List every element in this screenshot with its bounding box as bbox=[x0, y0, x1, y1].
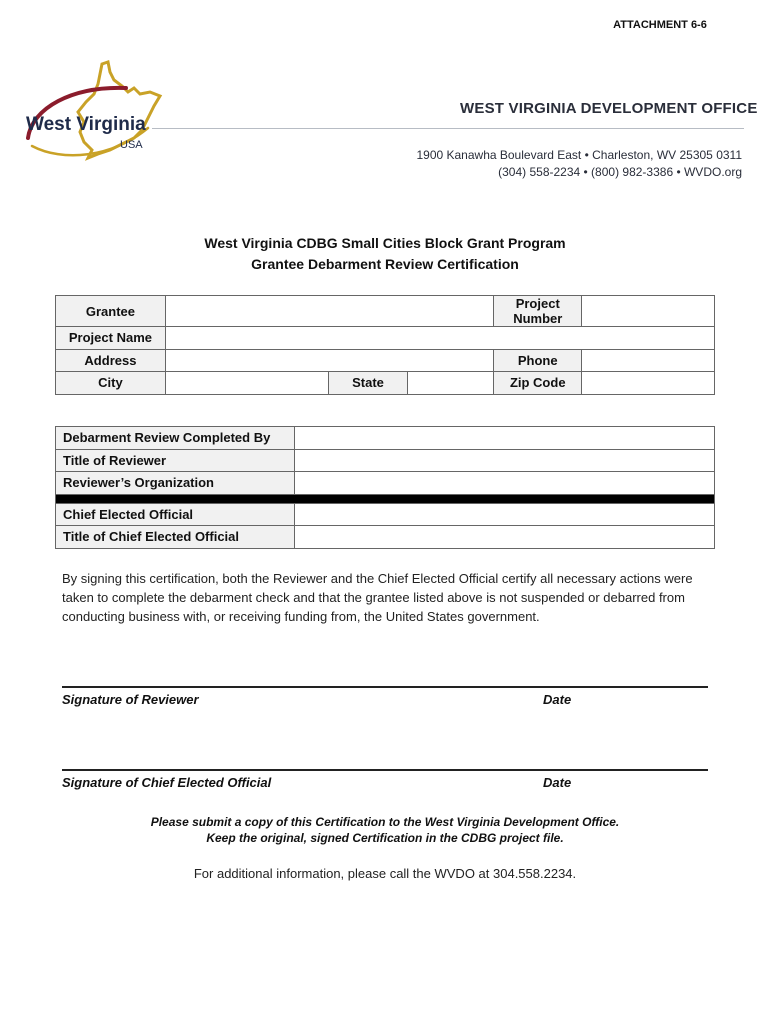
table-row bbox=[56, 427, 715, 450]
table-row bbox=[56, 503, 715, 526]
separator-row bbox=[56, 494, 715, 503]
address-line-2: (304) 558-2234 • (800) 982-3386 • WVDO.org bbox=[498, 165, 742, 179]
state-field[interactable] bbox=[408, 372, 494, 395]
reviewers-organization-field[interactable] bbox=[294, 472, 714, 495]
project-number-field[interactable] bbox=[582, 296, 715, 327]
table-row bbox=[56, 296, 715, 327]
city-label: City bbox=[56, 372, 166, 395]
submit-instruction: Please submit a copy of this Certification to the West Virginia Development Office. bbox=[150, 815, 620, 829]
certification-statement: By signing this certification, both the Reviewer and the Chief Elected Official certify all necessary actions were taken to complete the debarment check and that the grantee listed above is not suspended or debarred from conducting business with, or receiving funding from, the United States government. bbox=[62, 571, 693, 624]
contact-info: For additional information, please call the WVDO at 304.558.2234. bbox=[193, 866, 577, 881]
reviewer-signature-label: Signature of Reviewer bbox=[62, 692, 199, 707]
grantee-field[interactable] bbox=[165, 296, 493, 327]
attachment-label: ATTACHMENT 6-6 bbox=[613, 19, 707, 31]
city-field[interactable] bbox=[165, 372, 328, 395]
table-row bbox=[56, 327, 715, 350]
address-label: Address bbox=[56, 349, 166, 372]
phone-field[interactable] bbox=[582, 349, 715, 372]
org-name: WEST VIRGINIA DEVELOPMENT OFFICE bbox=[460, 100, 758, 117]
address-line-1: 1900 Kanawha Boulevard East • Charleston, WV 25305 0311 bbox=[416, 148, 742, 162]
completed-by-label: Debarment Review Completed By bbox=[56, 427, 295, 450]
grantee-info-table bbox=[55, 295, 715, 395]
form-title: Grantee Debarment Review Certification bbox=[251, 256, 519, 272]
zip-code-field[interactable] bbox=[582, 372, 715, 395]
ceo-date-label: Date bbox=[543, 775, 572, 790]
grantee-label: Grantee bbox=[56, 296, 166, 327]
title-of-reviewer-label: Title of Reviewer bbox=[56, 449, 295, 472]
table-row bbox=[56, 526, 715, 549]
title-of-reviewer-field[interactable] bbox=[294, 449, 714, 472]
table-row bbox=[56, 372, 715, 395]
chief-elected-official-label: Chief Elected Official bbox=[56, 503, 295, 526]
reviewer-info-table bbox=[55, 426, 715, 549]
reviewer-date-label: Date bbox=[543, 692, 572, 707]
logo-country: USA bbox=[120, 139, 143, 151]
phone-label: Phone bbox=[494, 349, 582, 372]
org-address bbox=[416, 147, 742, 181]
table-row bbox=[56, 472, 715, 495]
completed-by-field[interactable] bbox=[294, 427, 714, 450]
header-divider bbox=[152, 128, 744, 129]
table-row bbox=[56, 449, 715, 472]
title-of-ceo-field[interactable] bbox=[294, 526, 714, 549]
ceo-signature-label: Signature of Chief Elected Official bbox=[62, 775, 272, 790]
project-name-field[interactable] bbox=[165, 327, 714, 350]
keep-original-instruction: Keep the original, signed Certification in the CDBG project file. bbox=[206, 831, 564, 845]
ceo-signature-line[interactable] bbox=[62, 769, 708, 771]
project-number-label: Project Number bbox=[494, 296, 582, 327]
chief-elected-official-field[interactable] bbox=[294, 503, 714, 526]
state-label: State bbox=[328, 372, 408, 395]
west-virginia-logo bbox=[22, 58, 172, 168]
title-of-ceo-label: Title of Chief Elected Official bbox=[56, 526, 295, 549]
project-name-label: Project Name bbox=[56, 327, 166, 350]
program-title: West Virginia CDBG Small Cities Block Grant Program bbox=[204, 235, 566, 251]
zip-code-label: Zip Code bbox=[494, 372, 582, 395]
separator-bar bbox=[56, 494, 715, 503]
table-row bbox=[56, 349, 715, 372]
address-field[interactable] bbox=[165, 349, 493, 372]
reviewer-signature-line[interactable] bbox=[62, 686, 708, 688]
reviewers-organization-label: Reviewer’s Organization bbox=[56, 472, 295, 495]
logo-state-name: West Virginia bbox=[26, 114, 146, 135]
